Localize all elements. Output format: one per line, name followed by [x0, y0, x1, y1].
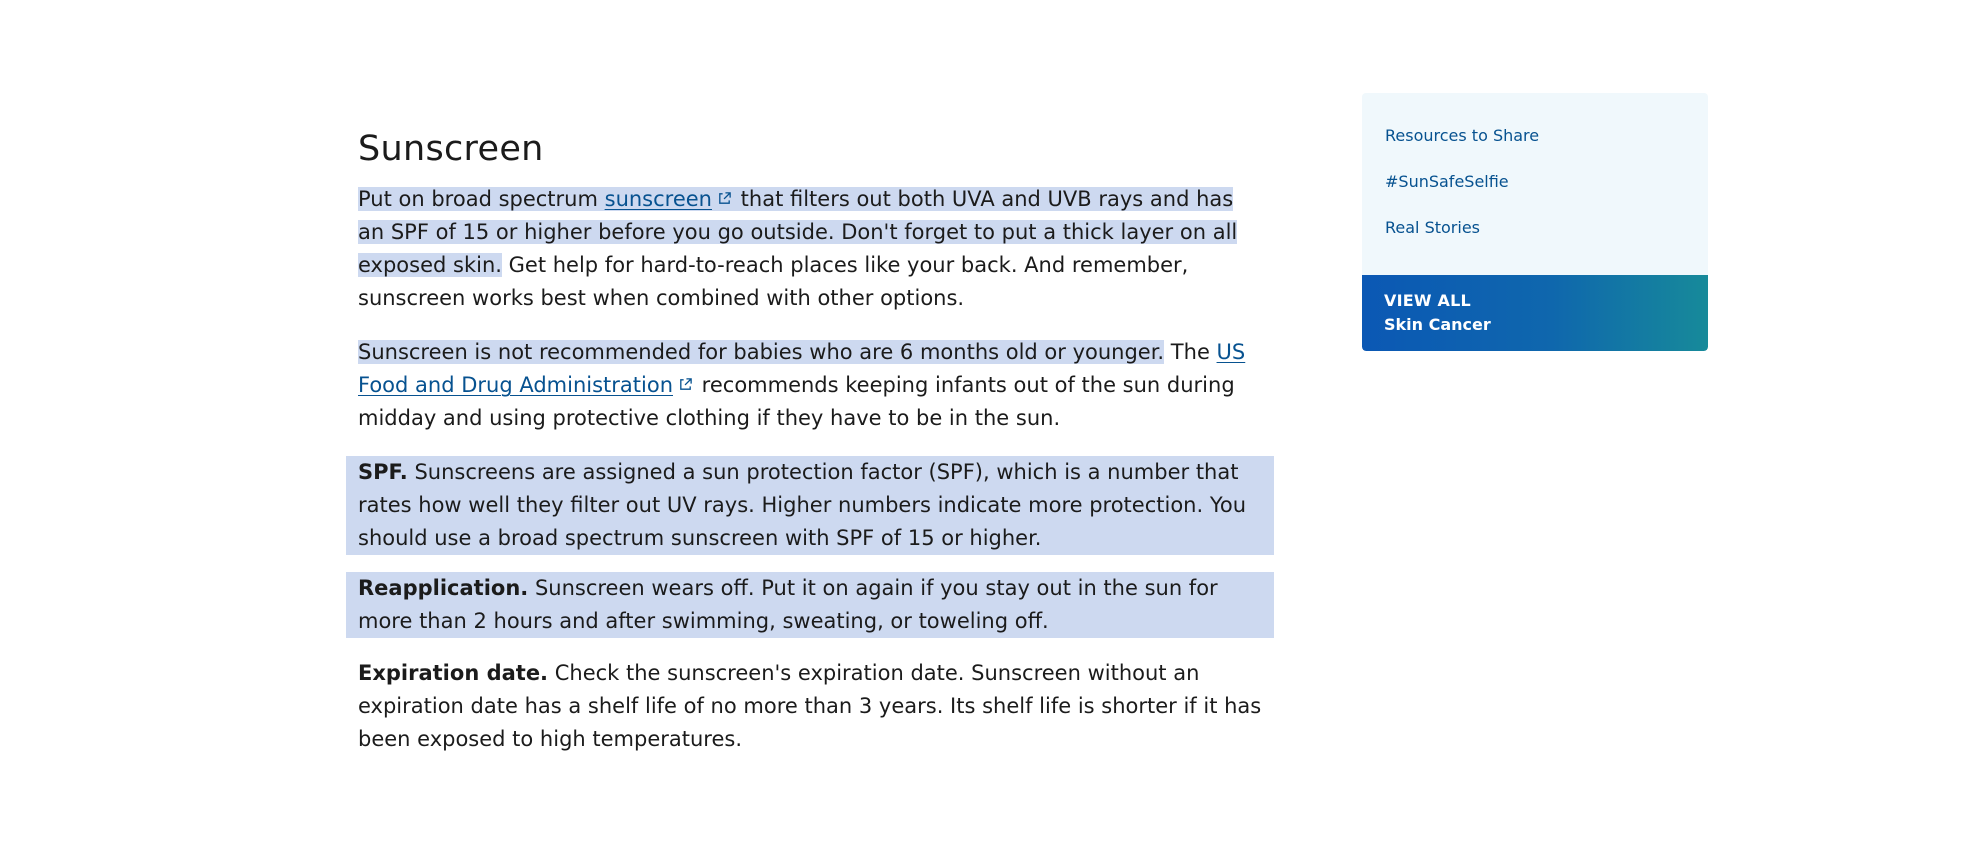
sidebar-links — [1362, 93, 1708, 275]
link-text: US Food and Drug Administration — [358, 340, 1246, 397]
text: Get help for hard-to-reach places like your back. And remember, sunscreen works best when combined with other options. — [358, 253, 1189, 310]
paragraph-sunscreen-intro — [346, 183, 1274, 315]
sunscreen-link[interactable] — [605, 187, 712, 211]
text: that filters out both UVA and UVB rays and has an SPF of 15 or higher before you go outside. Don't forget to put a thick layer on all exposed skin. — [358, 187, 1238, 277]
text: The — [1164, 340, 1217, 364]
text: Put on broad spectrum — [358, 187, 605, 211]
paragraph-babies — [346, 336, 1274, 435]
sidebar-item-sunsafeselfie[interactable]: #SunSafeSelfie — [1385, 172, 1509, 191]
external-link-icon — [678, 377, 693, 392]
page-title: Sunscreen — [358, 129, 544, 169]
main-content — [346, 127, 1274, 756]
related-sidebar — [1362, 93, 1708, 351]
reapplication-label: Reapplication. — [358, 576, 529, 600]
highlight: Sunscreen is not recommended for babies who are 6 months old or younger. — [358, 340, 1165, 364]
paragraph-spf — [346, 456, 1274, 555]
link-text: sunscreen — [604, 187, 712, 211]
text: recommends keeping infants out of the sun during midday and using protective clothing if they have to be in the sun. — [358, 373, 1235, 430]
external-link-icon — [717, 191, 732, 206]
spf-label: SPF. — [358, 460, 408, 484]
skin-cancer-label: Skin Cancer — [1384, 315, 1491, 334]
text: Check the sunscreen's expiration date. Sunscreen without an expiration date has a shelf life of no more than 3 years. Its shelf life is shorter if it has been exposed to high temperatures. — [358, 661, 1262, 751]
sidebar-item-real-stories[interactable]: Real Stories — [1385, 218, 1480, 237]
paragraph-expiration — [346, 657, 1274, 756]
text: Sunscreen wears off. Put it on again if you stay out in the sun for more than 2 hours and after swimming, sweating, or toweling off. — [358, 576, 1218, 633]
paragraph-reapplication — [346, 572, 1274, 638]
text: Sunscreens are assigned a sun protection factor (SPF), which is a number that rates how well they filter out UV rays. Higher numbers indicate more protection. You should use a broad spectrum sunscreen with SPF of 15 or higher. — [358, 460, 1247, 550]
view-all-label: VIEW ALL — [1384, 291, 1471, 310]
sidebar-item-resources-to-share[interactable]: Resources to Share — [1385, 126, 1540, 145]
expiration-label: Expiration date. — [358, 661, 549, 685]
view-all-skin-cancer-button[interactable] — [1362, 275, 1708, 351]
